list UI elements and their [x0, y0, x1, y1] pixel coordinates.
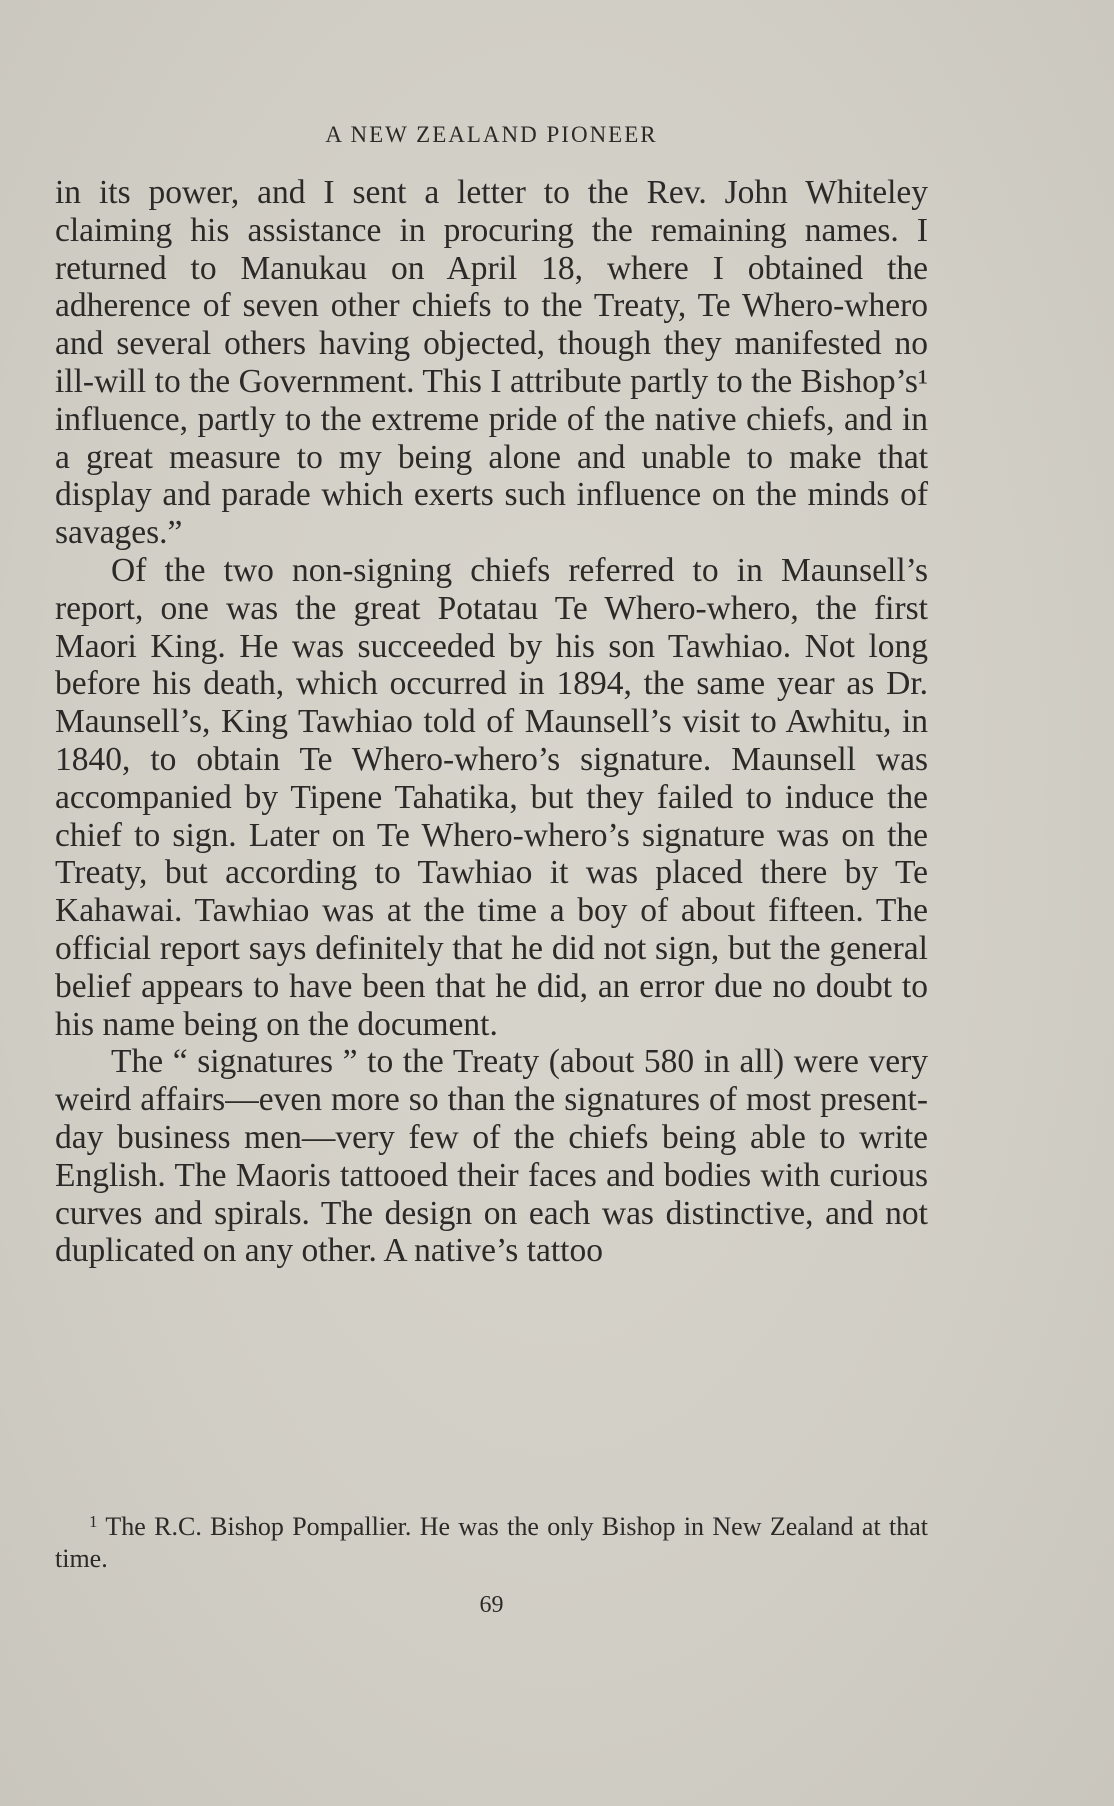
- running-head: A NEW ZEALAND PIONEER: [325, 122, 658, 147]
- footnote: [55, 1506, 928, 1575]
- paragraph-3: The “ signatures ” to the Treaty (about 580 in all) were very weird affairs—even more so than the signatures of most present-day business men—very few of the chiefs being able to write English. The Maoris tattooed their faces and bodies with curious curves and spirals. The design on each was distinctive, and not duplicated on any other. A native’s tattoo: [55, 1043, 928, 1270]
- book-page: [55, 0, 928, 1806]
- footnote-text: The R.C. Bishop Pompallier. He was the only Bishop in New Zealand at that time.: [55, 1512, 928, 1573]
- paragraph-2: Of the two non-signing chiefs referred to in Maunsell’s report, one was the great Potatau Te Whero-whero, the first Maori King. He was succeeded by his son Tawhiao. Not long before his death, which occurred in 1894, the same year as Dr. Maunsell’s, King Tawhiao told of Maunsell’s visit to Awhitu, in 1840, to obtain Te Whero-whero’s signature. Maunsell was accompanied by Tipene Tahatika, but they failed to induce the chief to sign. Later on Te Whero-whero’s signature was on the Treaty, but according to Tawhiao it was placed there by Te Kahawai. Tawhiao was at the time a boy of about fifteen. The official report says definitely that he did not sign, but the general belief appears to have been that he did, an error due no doubt to his name being on the document.: [55, 551, 928, 1043]
- footnote-marker: 1: [89, 1512, 98, 1531]
- body-text: [55, 174, 928, 1270]
- page-number: 69: [479, 1592, 504, 1618]
- paragraph-1: in its power, and I sent a letter to the Rev. John Whiteley claiming his assistance in procuring the remaining names. I returned to Manukau on April 18, where I obtained the adherence of seven other chiefs to the Treaty, Te Whero-whero and several others having objected, though they manifested no ill-will to the Government. This I attribute partly to the Bishop’s¹ influence, partly to the extreme pride of the native chiefs, and in a great measure to my being alone and unable to make that display and parade which exerts such influence on the minds of savages.”: [55, 174, 928, 552]
